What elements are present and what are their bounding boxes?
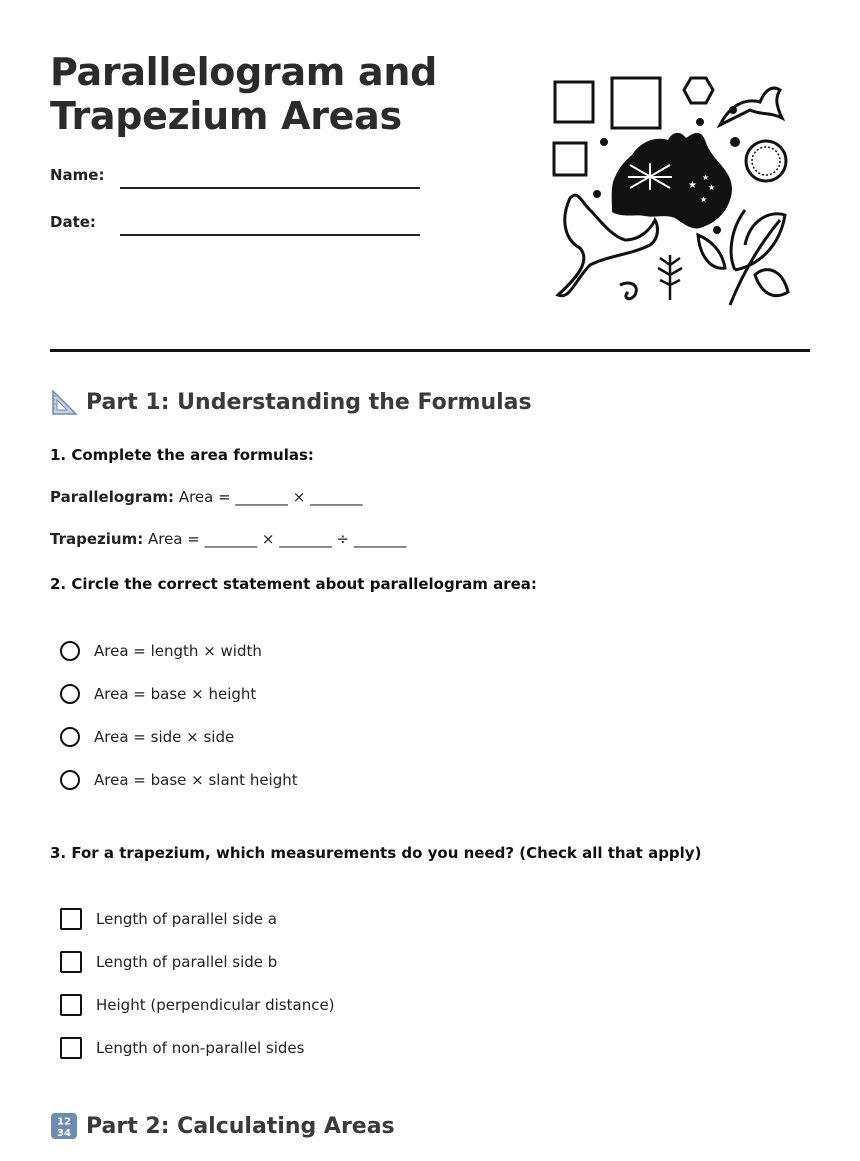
- part2-heading: [50, 1112, 395, 1140]
- svg-text:34: 34: [57, 1128, 71, 1139]
- checkbox[interactable]: [60, 908, 82, 930]
- q2-option[interactable]: [60, 727, 234, 747]
- q2-option-label: Area = side × side: [94, 728, 235, 746]
- title-line-1: Parallelogram and: [50, 50, 438, 94]
- part1-heading-text: Part 1: Understanding the Formulas: [86, 389, 532, 415]
- radio-circle[interactable]: [60, 641, 80, 661]
- checkbox[interactable]: [60, 994, 82, 1016]
- q3-option[interactable]: [60, 908, 277, 930]
- name-label: Name:: [50, 166, 105, 184]
- radio-circle[interactable]: [60, 770, 80, 790]
- q3-option-label: Length of non-parallel sides: [96, 1039, 305, 1057]
- q2-option-label: Area = length × width: [94, 642, 262, 660]
- trapezium-label: Trapezium:: [50, 530, 144, 548]
- square-doodle: [612, 78, 660, 128]
- swirl-doodle: [620, 283, 636, 299]
- svg-text:12: 12: [57, 1116, 71, 1128]
- radio-circle[interactable]: [60, 727, 80, 747]
- q3-option-label: Length of parallel side b: [96, 953, 278, 971]
- q2-option[interactable]: [60, 641, 262, 661]
- svg-text:★: ★: [702, 173, 710, 182]
- checkbox[interactable]: [60, 951, 82, 973]
- fern-doodle: [658, 255, 682, 300]
- australia-doodle-illustration: [550, 70, 795, 310]
- q3-option[interactable]: [60, 951, 277, 973]
- date-line[interactable]: [120, 234, 420, 236]
- question-3: 3. For a trapezium, which measurements do you need? (Check all that apply): [50, 844, 702, 862]
- worksheet-page: [50, 0, 810, 1161]
- parallelogram-formula[interactable]: Area = _______ × _______: [178, 488, 363, 506]
- question-2: 2. Circle the correct statement about parallelogram area:: [50, 575, 537, 593]
- date-label: Date:: [50, 213, 96, 231]
- header-divider: [50, 349, 810, 352]
- triangular-ruler-icon: [50, 388, 78, 416]
- q3-option[interactable]: [60, 1037, 304, 1059]
- trapezium-formula-line: [50, 530, 406, 548]
- svg-text:★: ★: [688, 180, 697, 191]
- q3-option-label: Length of parallel side a: [96, 910, 277, 928]
- q3-option[interactable]: [60, 994, 335, 1016]
- numbers-1234-icon: [50, 1112, 78, 1140]
- leaf-doodle: [755, 270, 788, 296]
- australia-map-silhouette: [612, 133, 732, 229]
- trapezium-formula[interactable]: Area = _______ × _______ ÷ _______: [147, 530, 407, 548]
- square-doodle: [555, 82, 593, 122]
- svg-text:★: ★: [708, 183, 716, 192]
- question-1: 1. Complete the area formulas:: [50, 446, 314, 464]
- leaf-doodle: [698, 235, 725, 268]
- parallelogram-label: Parallelogram:: [50, 488, 175, 506]
- svg-text:★: ★: [700, 195, 708, 204]
- name-line[interactable]: [120, 187, 420, 189]
- q2-option[interactable]: [60, 684, 256, 704]
- q2-option-label: Area = base × slant height: [94, 771, 298, 789]
- parallelogram-formula-line: [50, 488, 363, 506]
- q3-option-label: Height (perpendicular distance): [96, 996, 335, 1014]
- part2-heading-text: Part 2: Calculating Areas: [86, 1113, 395, 1139]
- kangaroo-doodle: [720, 88, 782, 125]
- octagon-doodle: [684, 78, 713, 103]
- radio-circle[interactable]: [60, 684, 80, 704]
- worksheet-title: [50, 50, 490, 138]
- square-doodle: [554, 143, 586, 175]
- q2-option[interactable]: [60, 770, 298, 790]
- part1-heading: [50, 388, 532, 416]
- title-line-2: Trapezium Areas: [50, 94, 402, 138]
- q2-option-label: Area = base × height: [94, 685, 257, 703]
- checkbox[interactable]: [60, 1037, 82, 1059]
- flag-union-jack: [628, 163, 672, 190]
